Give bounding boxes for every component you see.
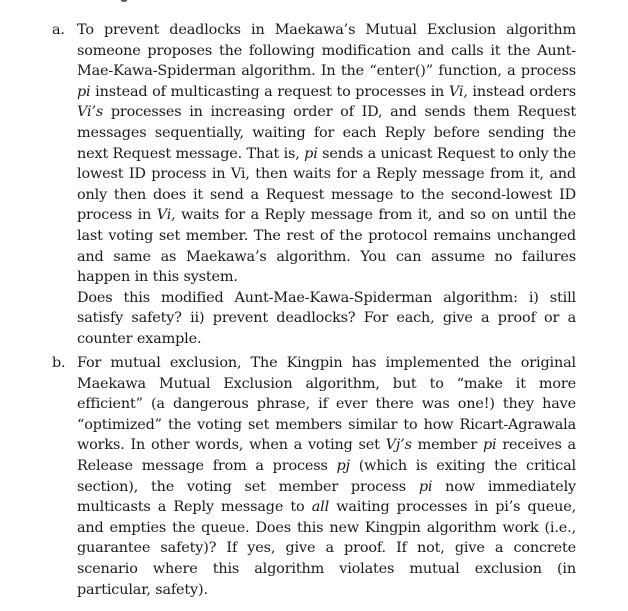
question-b-paragraph: [77, 353, 576, 600]
math-term: pi: [77, 83, 91, 100]
bullet-remnant: [120, 0, 128, 2]
question-a: [52, 20, 576, 350]
text-segment: waits for a Reply message from it, and so on until the last voting set member. The rest of the protocol remains unchanged and same as Maekawa’s algorithm. You can assume no failures happen in this system.: [77, 207, 576, 286]
text-segment: now immediately multicasts a Reply message to: [77, 478, 577, 516]
math-term: pi: [418, 478, 433, 495]
question-a-paragraph: [77, 20, 576, 288]
math-term: Vj’s: [385, 437, 412, 454]
text-segment: member: [411, 437, 483, 454]
text-segment: For mutual exclusion, The Kingpin has implemented the original Maekawa Mutual Exclusion algorithm, but to “make it more efficient” (a dangerous phrase, if ever there was one!) they have “optimized” the voting set members similar to how Ricart-Agrawala works. In other words, when a voting set: [77, 355, 576, 454]
text-segment: processes in increasing order of ID, and sends them Request messages sequentially, waiting for each Reply before sending the next Request message. That is,: [77, 104, 576, 162]
question-a-followup: Does this modified Aunt-Mae-Kawa-Spiderman algorithm: i) still satisfy safety? ii) prevent deadlocks? For each, give a proof or a counter example.: [77, 289, 576, 347]
question-a-body: [77, 20, 576, 350]
math-term: pi: [304, 145, 318, 162]
text-segment: sends a unicast Request to only the lowest ID process in Vi, then waits for a Reply message from it, and only then does it send a Request message to the second-lowest ID process in: [77, 145, 576, 224]
text-segment: instead of multicasting a request to processes in: [90, 83, 449, 100]
math-term: Vi’s: [77, 104, 104, 121]
text-segment: waiting processes in pi’s queue, and empties the queue. Does this new Kingpin algorithm work (i.e., guarantee safety)? If yes, give a proof. If not, give a concrete scenario where this algorithm violates mutual exclusion (in particular, safety).: [77, 499, 577, 598]
math-term: Vi,: [156, 207, 176, 224]
text-segment: instead orders: [467, 83, 577, 100]
emphasis-term: all: [311, 499, 330, 516]
question-b: [52, 353, 576, 600]
text-segment: receives a Release message from a process: [77, 437, 576, 474]
math-term: pj: [336, 457, 350, 474]
question-a-label: a.: [52, 22, 65, 38]
text-segment: To prevent deadlocks in Maekawa’s Mutual Exclusion algorithm someone proposes the following modification and calls it the Aunt-Mae-Kawa-Spiderman algorithm. In the “enter()” function, a process: [77, 22, 576, 80]
question-b-label: b.: [52, 355, 66, 371]
text-segment: (which is exiting the critical section), the voting set member process: [77, 457, 576, 495]
math-term: Vi,: [448, 83, 468, 100]
question-b-body: [77, 353, 576, 600]
math-term: pi: [482, 437, 497, 454]
